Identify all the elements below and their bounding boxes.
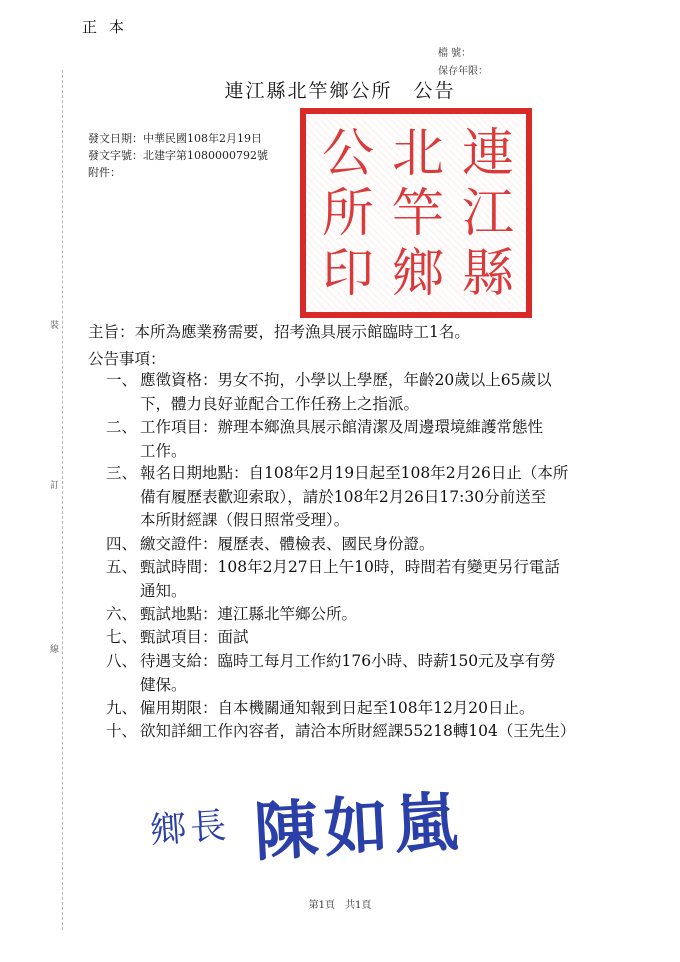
item-line: 工作項目：辦理本鄉漁具展示館清潔及周邊環境維護常態性 [140,418,544,436]
seal-char: 鄉 [392,244,445,304]
meta-block [88,130,268,181]
item-line: 欲知詳細工作內容者，請洽本所財經課55218轉104（王先生） [140,722,576,740]
signature-name: 陳如嵐 [252,784,467,871]
seal-char: 連 [462,124,515,184]
seal-glyphs [312,120,520,306]
item-number: 七、 [106,628,138,646]
item-line: 報名日期地點：自108年2月19日起至108年2月26日止（本所 [140,464,569,482]
item-number: 四、 [106,535,138,553]
seal-char: 公 [322,124,375,184]
copy-mark: 正本 [82,18,137,36]
item-number: 六、 [106,605,138,623]
attachment: 附件： [88,166,121,179]
item-number: 五、 [106,558,138,576]
item-number: 九、 [106,699,138,717]
item-number: 三、 [106,464,138,482]
notice-heading: 公告事項： [88,350,166,368]
seal-char: 北 [392,124,445,184]
item-number: 八、 [106,652,138,670]
mayor-signature [150,772,510,872]
item-number: 一、 [106,371,138,389]
margin-mark-bind: 裝 [50,321,60,331]
retention-label: 保存年限： [438,66,488,77]
issue-number: 發文字號：北建字第1080000792號 [88,149,268,162]
item-line: 甄試項目：面試 [140,628,249,646]
seal-char: 縣 [462,244,515,304]
item-line: 甄試時間：108年2月27日上午10時，時間若有變更另行電話 [140,558,560,576]
page-footer: 第1頁 共1頁 [308,900,372,911]
document-title: 連江縣北竿鄉公所 公告 [224,80,456,102]
item-line: 下，體力良好並配合工作任務上之指派。 [140,394,420,413]
item-number: 十、 [106,722,138,740]
item-line: 健保。 [140,675,187,694]
item-line: 僱用期限：自本機關通知報到日起至108年12月20日止。 [140,699,535,717]
item-line: 繳交證件：履歷表、體檢表、國民身份證。 [140,535,435,553]
item-line: 應徵資格：男女不拘，小學以上學歷，年齡20歲以上65歲以 [140,371,552,389]
signature-title: 鄉長 [148,805,232,852]
official-seal [300,108,532,318]
item-line: 甄試地點：連江縣北竿鄉公所。 [140,605,358,623]
item-line: 本所財經課（假日照常受理）。 [140,511,350,529]
binding-line [62,70,63,930]
item-line: 備有履歷表歡迎索取），請於108年2月26日17:30分前送至 [140,487,547,506]
issue-date: 發文日期：中華民國108年2月19日 [88,132,262,145]
margin-mark-staple: 訂 [50,481,60,491]
file-number-label: 檔 號： [438,48,472,59]
item-line: 待遇支給：臨時工每月工作約176小時、時薪150元及享有勞 [140,652,556,670]
item-line: 工作。 [140,441,187,460]
item-number: 二、 [106,418,138,436]
seal-char: 所 [322,184,375,244]
item-line: 通知。 [140,581,187,600]
seal-char: 江 [462,184,515,244]
seal-char: 印 [322,244,375,304]
seal-char: 竿 [392,184,445,244]
margin-mark-line: 線 [50,645,60,655]
subject: 主旨：本所為應業務需要，招考漁具展示館臨時工1名。 [88,323,470,341]
